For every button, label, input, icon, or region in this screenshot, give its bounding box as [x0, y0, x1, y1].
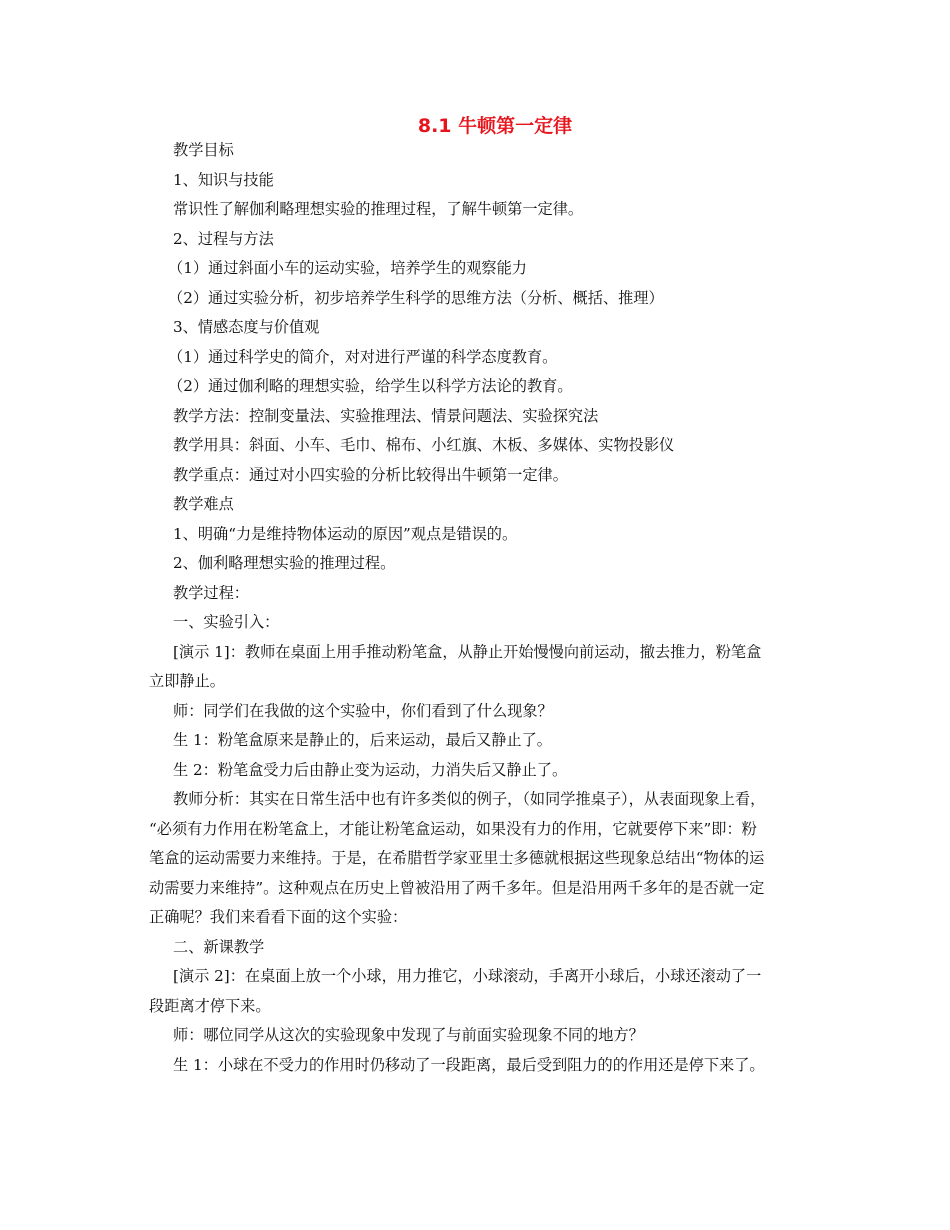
- demo-1-line-2: 立即静止。: [149, 672, 225, 690]
- teaching-tools: 教学用具：斜面、小车、毛巾、棉布、小红旗、木板、多媒体、实物投影仪: [173, 436, 675, 454]
- section-1-heading: 一、实验引入：: [173, 613, 280, 631]
- analysis-line-2: “必须有力作用在粉笔盒上，才能让粉笔盒运动，如果没有力的作用，它就要停下来”即：粉: [149, 819, 757, 838]
- process-item-2: （2）通过实验分析，初步培养学生科学的思维方法（分析、概括、推理）: [168, 288, 664, 307]
- process-heading: 2、过程与方法: [173, 229, 274, 248]
- teaching-key-point: 教学重点：通过对小四实验的分析比较得出牛顿第一定律。: [173, 465, 568, 484]
- student-1-answer-1: 生 1：粉笔盒原来是静止的，后来运动，最后又静止了。: [173, 731, 552, 749]
- analysis-line-3: 笔盒的运动需要力来维持。于是，在希腊哲学家亚里士多德就根据这些现象总结出“物体的运: [149, 849, 765, 867]
- demo-2-line-2: 段距离才停下来。: [149, 996, 271, 1015]
- student-2-answer-1: 生 2：粉笔盒受力后由静止变为运动，力消失后又静止了。: [173, 760, 568, 779]
- analysis-line-5: 正确呢？我们来看看下面的这个实验：: [149, 908, 408, 926]
- teaching-methods: 教学方法：控制变量法、实验推理法、情景问题法、实验探究法: [173, 406, 599, 425]
- analysis-line-1: 教师分析：其实在日常生活中也有许多类似的例子，（如同学推桌子），从表面现象上看，: [173, 790, 766, 808]
- knowledge-heading: 1、知识与技能: [173, 170, 274, 189]
- emotion-heading: 3、情感态度与价值观: [173, 318, 320, 336]
- difficulty-item-1: 1、明确“力是维持物体运动的原因”观点是错误的。: [173, 524, 518, 543]
- process-item-1: （1）通过斜面小车的运动实验，培养学生的观察能力: [168, 259, 527, 277]
- document-body: [149, 136, 813, 1080]
- teacher-question-2: 师：哪位同学从这次的实验现象中发现了与前面实验现象不同的地方？: [173, 1026, 644, 1044]
- goal-heading: 教学目标: [173, 141, 234, 159]
- demo-2-line-1: [演示 2]：在桌面上放一个小球，用力推它，小球滚动，手离开小球后，小球还滚动了一: [173, 967, 762, 985]
- section-2-heading: 二、新课教学: [173, 937, 265, 956]
- process-title: 教学过程：: [173, 583, 249, 602]
- teacher-question-1: 师：同学们在我做的这个实验中，你们看到了什么现象？: [173, 701, 553, 720]
- document-title: 8.1 牛顿第一定律: [417, 115, 573, 137]
- emotion-item-2: （2）通过伽利略的理想实验，给学生以科学方法论的教育。: [168, 377, 573, 395]
- knowledge-text: 常识性了解伽利略理想实验的推理过程，了解牛顿第一定律。: [173, 200, 584, 218]
- emotion-item-1: （1）通过科学史的简介，对对进行严谨的科学态度教育。: [168, 347, 558, 366]
- difficulty-item-2: 2、伽利略理想实验的推理过程。: [173, 554, 396, 572]
- difficulty-heading: 教学难点: [173, 495, 234, 513]
- student-1-answer-2: 生 1：小球在不受力的作用时仍移动了一段距离，最后受到阻力的的作用还是停下来了。: [173, 1055, 765, 1074]
- demo-1-line-1: [演示 1]：教师在桌面上用手推动粉笔盒，从静止开始慢慢向前运动，撤去推力，粉笔盒: [173, 642, 762, 661]
- analysis-line-4: 动需要力来维持”。这种观点在历史上曾被沿用了两千多年。但是沿用两千多年的是否就一定: [149, 878, 765, 897]
